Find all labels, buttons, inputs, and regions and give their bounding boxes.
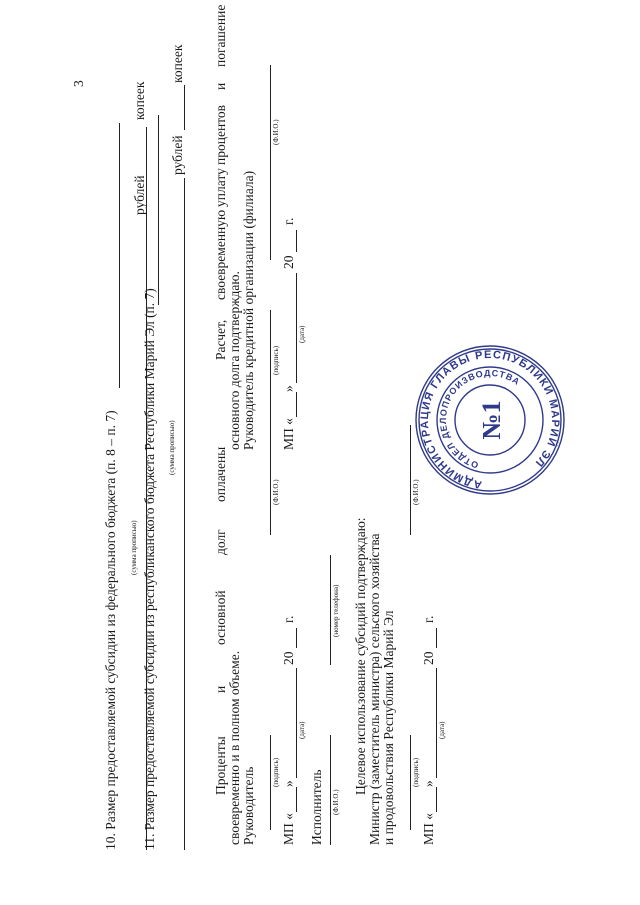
page-number: 3: [71, 80, 86, 87]
right-fio-line: [270, 65, 271, 260]
bottom-caption-signature: (подпись): [412, 757, 420, 787]
item11-amount-line: [158, 115, 159, 305]
left-date-line: [296, 668, 297, 778]
left-para-word-3: основной: [213, 590, 228, 645]
left-caption-date: (дата): [298, 721, 306, 739]
left-fio-line: [270, 425, 271, 535]
right-year-line: [296, 230, 297, 252]
left-head-label: Руководитель: [241, 766, 256, 845]
right-year-g: г.: [281, 217, 296, 225]
left-executor-label: Исполнитель: [309, 769, 324, 845]
bottom-year-line: [436, 628, 437, 648]
left-year-line: [296, 628, 297, 648]
item11-kopecks-line: [184, 85, 185, 130]
bottom-date-line: [436, 668, 437, 778]
left-caption-phone: (номер телефона): [332, 584, 340, 637]
left-executor-fio-line: [330, 735, 331, 845]
bottom-caption-date: (дата): [438, 721, 446, 739]
right-date-line: [296, 273, 297, 383]
left-para-word-2: и: [213, 685, 228, 693]
bottom-year-20: 20: [421, 651, 436, 665]
right-para-word-1: Расчет,: [213, 319, 228, 360]
right-para-word-3: уплату: [213, 168, 228, 207]
left-caption-executor-fio: (Ф.И.О.): [332, 789, 340, 815]
left-signature-line: [270, 735, 271, 830]
item11-words-line: [184, 178, 185, 850]
item10-caption-sum: (сумма прописью): [130, 520, 138, 575]
svg-text:ОТДЕЛ ДЕЛОПРОИЗВОДСТВА: ОТДЕЛ ДЕЛОПРОИЗВОДСТВА: [437, 367, 523, 471]
minister-line-2: и продовольствия Республики Марий Эл: [381, 610, 396, 845]
left-para-line-2: своевременно и в полном объеме.: [227, 650, 242, 845]
minister-line-1: Министр (заместитель министра) сельского хозяйства: [367, 533, 382, 845]
svg-text:АДМИНИСТРАЦИЯ ГЛАВЫ РЕСПУБЛИКИ: АДМИНИСТРАЦИЯ ГЛАВЫ РЕСПУБЛИКИ МАРИЙ ЭЛ: [418, 348, 562, 491]
right-caption-fio: (Ф.И.О.): [272, 119, 280, 145]
left-year-20: 20: [281, 651, 296, 665]
confirm-line: Целевое использование субсидий подтверждаю:: [353, 517, 368, 795]
left-caption-fio: (Ф.И.О.): [272, 479, 280, 505]
item10-label: 10. Размер предоставляемой субсидии из федерального бюджета (п. 8 – п. 7): [103, 410, 118, 850]
right-mp-label: МП «: [281, 418, 296, 450]
right-quote-close: »: [281, 385, 296, 392]
right-caption-date: (дата): [298, 325, 306, 343]
left-year-g: г.: [281, 615, 296, 623]
left-phone-line: [330, 555, 331, 665]
right-day-line: [296, 392, 297, 417]
item10-amount-line: [119, 123, 120, 388]
right-para-word-6: погашение: [213, 4, 228, 67]
left-quote-close: »: [281, 780, 296, 787]
left-para-word-4: долг: [213, 529, 228, 555]
official-stamp: [410, 340, 570, 500]
bottom-year-g: г.: [421, 615, 436, 623]
item11-label: 11. Размер предоставляемой субсидии из республиканского бюджета Республики Марий Эл (п. 7): [142, 288, 157, 850]
right-year-20: 20: [281, 255, 296, 269]
item10-kopecks-line: [146, 127, 147, 167]
right-signature-line: [270, 310, 271, 425]
left-para-word-1: Проценты: [213, 736, 228, 795]
item10-kopecks: копеек: [132, 81, 147, 120]
bottom-signature-line: [410, 735, 411, 830]
bottom-quote-close: »: [421, 780, 436, 787]
left-day-line: [296, 787, 297, 812]
left-para-word-5: оплачены: [213, 446, 228, 502]
left-mp-label: МП «: [281, 813, 296, 845]
right-para-word-5: и: [213, 82, 228, 90]
svg-text:№1: №1: [477, 400, 506, 440]
right-para-line-2: основного долга подтверждаю.: [227, 271, 242, 450]
left-caption-signature: (подпись): [272, 757, 280, 787]
right-para-word-2: своевременную: [213, 209, 228, 300]
item11-caption-sum: (сумма прописью): [168, 420, 176, 475]
item11-rubles: рублей: [170, 135, 185, 175]
bottom-day-line: [436, 787, 437, 812]
item11-kopecks: копеек: [170, 44, 185, 83]
right-caption-signature: (подпись): [272, 345, 280, 375]
right-head-label: Руководитель кредитной организации (филиала): [241, 170, 256, 450]
bottom-mp-label: МП «: [421, 813, 436, 845]
item10-rubles: рублей: [132, 175, 147, 215]
right-para-word-4: процентов: [213, 104, 228, 165]
bottom-caption-fio: (Ф.И.О.): [412, 479, 420, 505]
